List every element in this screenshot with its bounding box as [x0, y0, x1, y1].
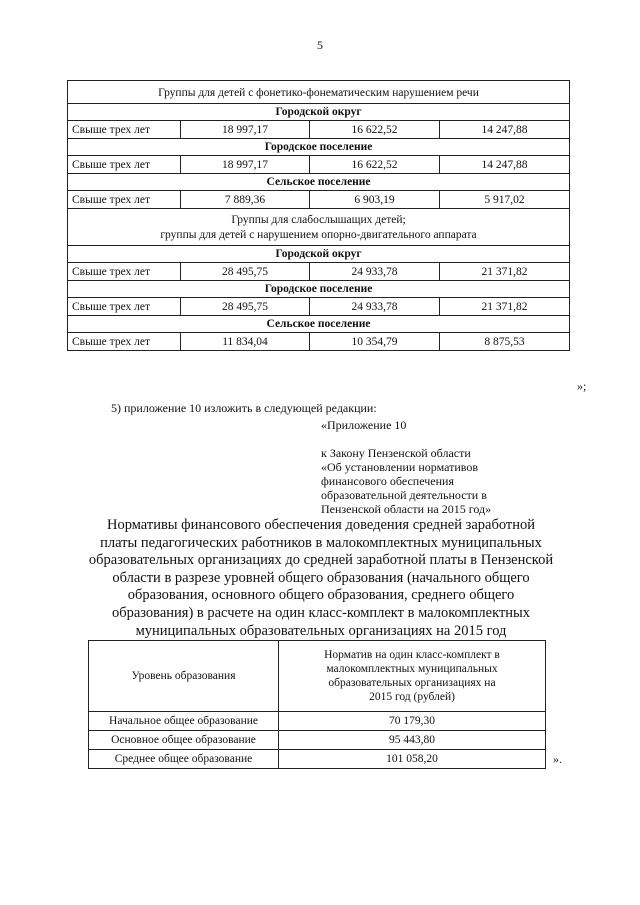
row-label: Свыше трех лет — [68, 333, 181, 351]
closing-quote-mark: ». — [553, 752, 562, 766]
table-row — [68, 298, 570, 316]
document-heading — [72, 517, 570, 640]
column-header-level: Уровень образования — [89, 641, 279, 712]
page-number: 5 — [317, 38, 323, 52]
table-row — [89, 731, 546, 750]
value-cell: 11 834,04 — [181, 333, 310, 351]
row-label: Свыше трех лет — [68, 156, 181, 174]
appendix-line: образовательной деятельности в — [321, 488, 487, 502]
group-title-row — [68, 81, 570, 104]
section-row — [68, 316, 570, 333]
appendix-line: к Закону Пензенской области — [321, 446, 471, 460]
value-cell: 21 371,82 — [440, 298, 570, 316]
heading-line: платы педагогических работников в малокомплектных муниципальных — [100, 534, 542, 551]
value-cell: 6 903,19 — [310, 191, 440, 209]
header-row — [89, 641, 546, 712]
normatives-table-levels — [88, 640, 546, 769]
value-cell: 14 247,88 — [440, 121, 570, 139]
column-header-normative: Норматив на один класс-комплект в малокомплектных муниципальных образовательных организациях на 2015 год (рублей) — [279, 641, 546, 712]
row-label: Свыше трех лет — [68, 121, 181, 139]
table-row — [68, 333, 570, 351]
group-title: Группы для детей с фонетико-фонематическим нарушением речи — [68, 81, 570, 104]
appendix-line: «Об установлении нормативов — [321, 460, 479, 474]
value-cell: 16 622,52 — [310, 121, 440, 139]
heading-line: образования, основного общего образования, среднего общего — [127, 587, 515, 604]
value-cell: 28 495,75 — [181, 263, 310, 281]
row-label: Начальное общее образование — [89, 712, 279, 731]
section-title: Городское поселение — [68, 281, 570, 298]
appendix-line: финансового обеспечения — [321, 474, 454, 488]
section-row — [68, 246, 570, 263]
table-row — [89, 750, 546, 769]
section-title: Городской округ — [68, 246, 570, 263]
value-cell: 18 997,17 — [181, 121, 310, 139]
value-cell: 70 179,30 — [279, 712, 546, 731]
amendment-instruction: 5) приложение 10 изложить в следующей редакции: — [111, 401, 377, 415]
table-row — [68, 156, 570, 174]
row-label: Свыше трех лет — [68, 191, 181, 209]
closing-quote-mark: »; — [577, 379, 587, 393]
section-row — [68, 174, 570, 191]
value-cell: 7 889,36 — [181, 191, 310, 209]
section-title: Городское поселение — [68, 139, 570, 156]
table-row — [68, 263, 570, 281]
heading-line: Нормативы финансового обеспечения доведения средней заработной — [106, 517, 536, 533]
value-cell: 14 247,88 — [440, 156, 570, 174]
value-cell: 101 058,20 — [279, 750, 546, 769]
value-cell: 24 933,78 — [310, 263, 440, 281]
appendix-title: «Приложение 10 — [321, 418, 407, 432]
table-row — [89, 712, 546, 731]
section-title: Городской округ — [68, 104, 570, 121]
section-row — [68, 281, 570, 298]
value-cell: 95 443,80 — [279, 731, 546, 750]
value-cell: 5 917,02 — [440, 191, 570, 209]
table-row — [68, 121, 570, 139]
heading-line: образования) в расчете на один класс-комплект в малокомплектных — [111, 604, 531, 621]
row-label: Среднее общее образование — [89, 750, 279, 769]
section-row — [68, 139, 570, 156]
normatives-table-groups — [67, 80, 570, 351]
heading-line: области в разрезе уровней общего образования (начального общего — [112, 569, 530, 586]
row-label: Свыше трех лет — [68, 298, 181, 316]
group-title-row — [68, 209, 570, 246]
appendix-line: Пензенской области на 2015 год» — [321, 502, 492, 516]
row-label: Основное общее образование — [89, 731, 279, 750]
value-cell: 24 933,78 — [310, 298, 440, 316]
heading-line: муниципальных образовательных организациях на 2015 год — [135, 622, 507, 639]
value-cell: 16 622,52 — [310, 156, 440, 174]
value-cell: 18 997,17 — [181, 156, 310, 174]
section-title: Сельское поселение — [68, 174, 570, 191]
value-cell: 10 354,79 — [310, 333, 440, 351]
section-title: Сельское поселение — [68, 316, 570, 333]
value-cell: 8 875,53 — [440, 333, 570, 351]
value-cell: 21 371,82 — [440, 263, 570, 281]
heading-line: образовательных организациях до средней заработной платы в Пензенской — [88, 552, 554, 569]
row-label: Свыше трех лет — [68, 263, 181, 281]
table-row — [68, 191, 570, 209]
group-title: Группы для слабослышащих детей; группы для детей с нарушением опорно-двигательного аппарата — [68, 209, 570, 246]
value-cell: 28 495,75 — [181, 298, 310, 316]
section-row — [68, 104, 570, 121]
appendix-header — [321, 418, 491, 516]
